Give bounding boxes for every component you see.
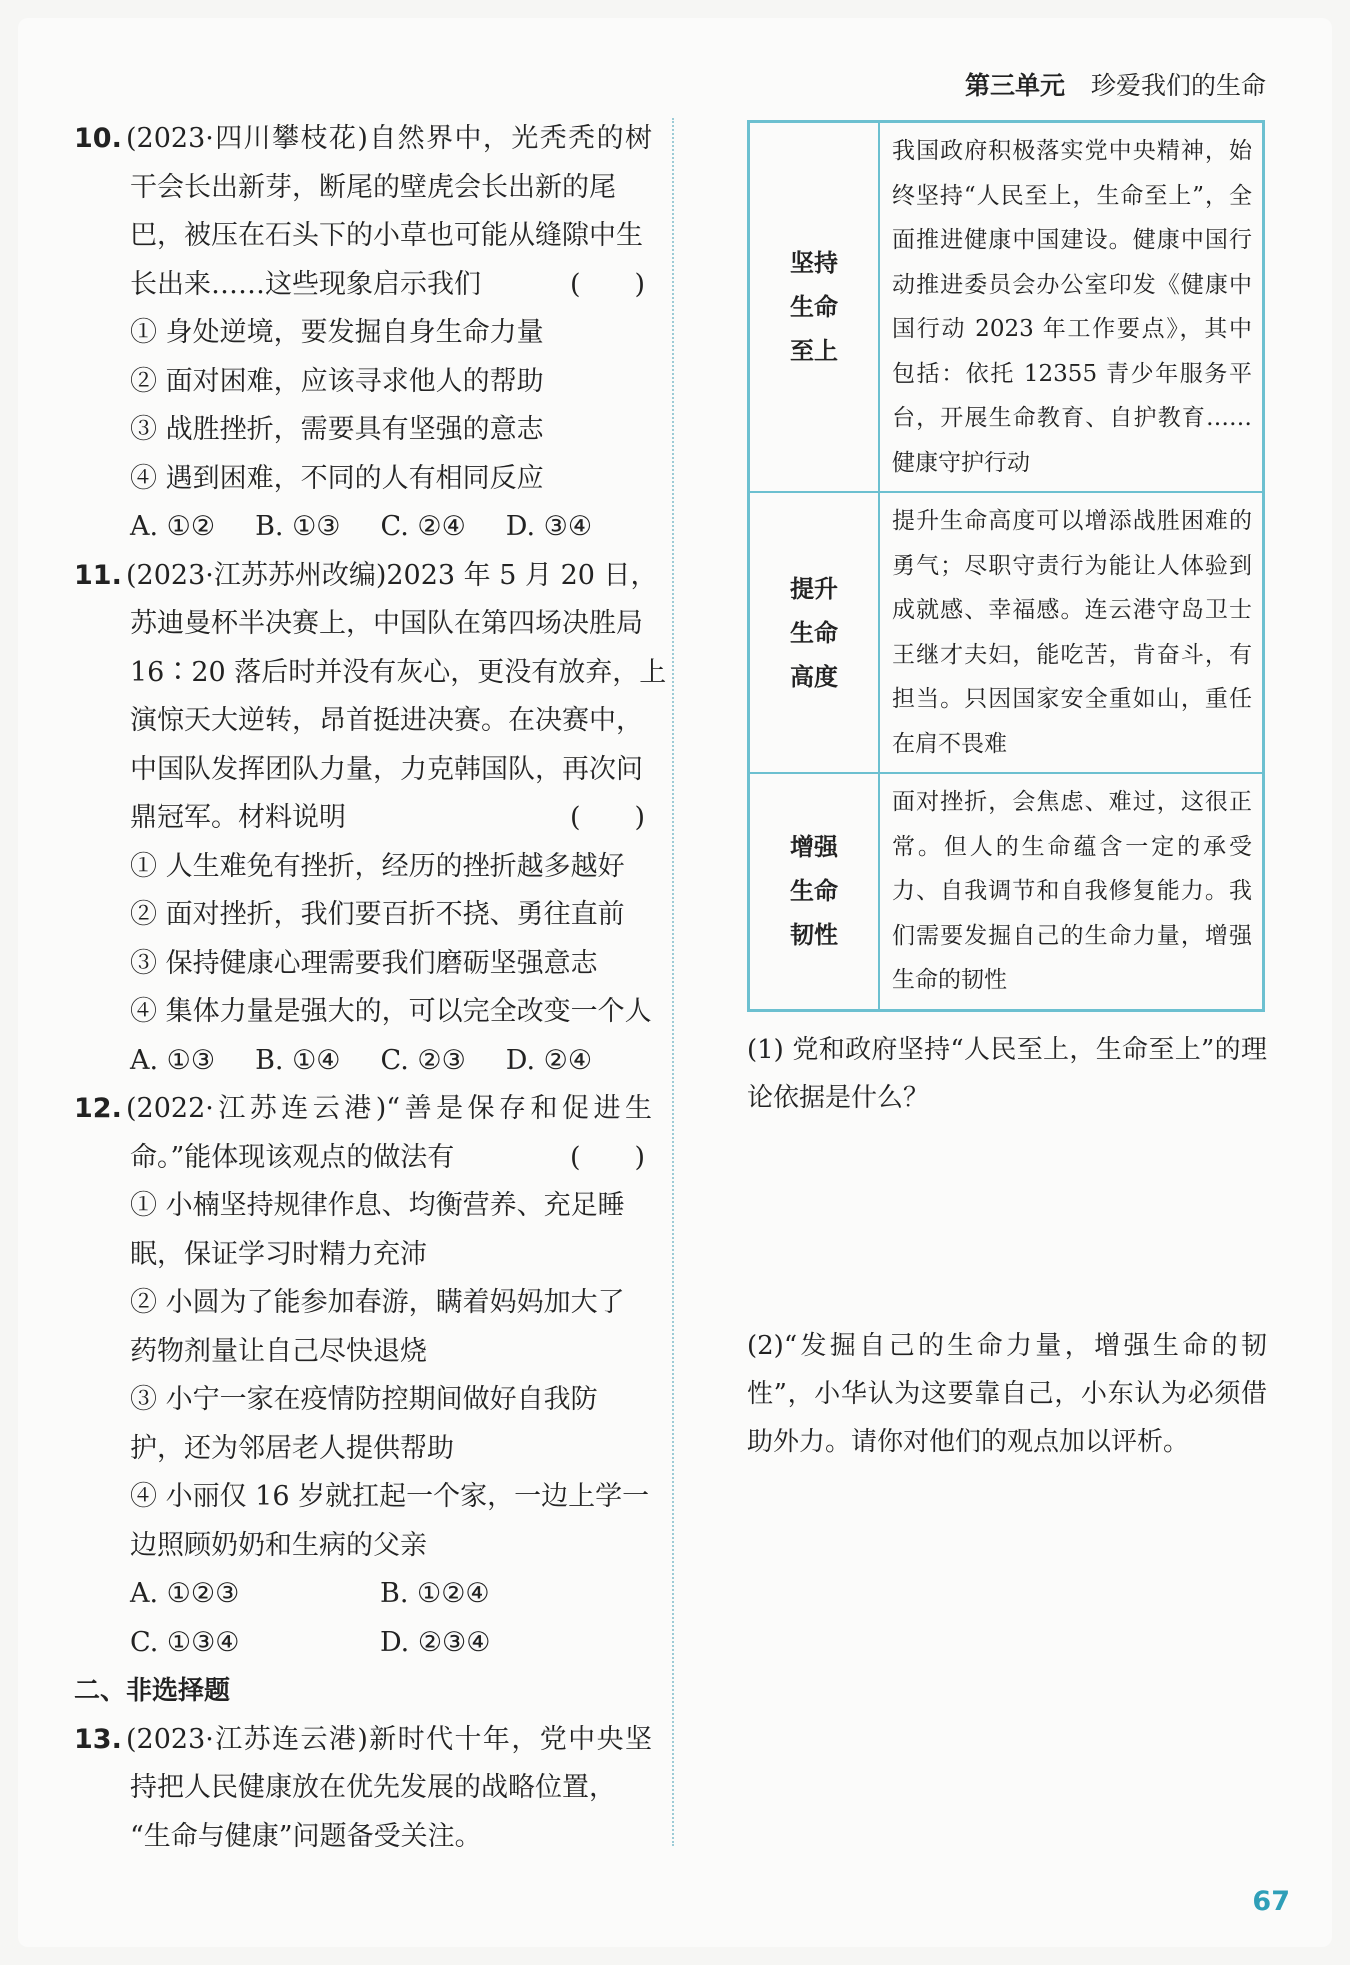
running-header: [965, 66, 1266, 102]
table-row: [749, 773, 1264, 1010]
statement-item: ① 人生难免有挫折，经历的挫折越多越好: [130, 850, 625, 882]
page-number: 67: [1252, 1886, 1290, 1917]
question-stem-end: 命。”能体现该观点的做法有: [130, 1141, 455, 1173]
question-text: (2023·四川攀枝花)自然界中，光秃秃的树: [126, 123, 652, 154]
question-number: 10.: [74, 123, 122, 154]
row-label-line: 增强: [790, 833, 838, 862]
question-line: 演惊天大逆转，昂首挺进决赛。在决赛中，: [130, 705, 643, 736]
option-d: D. ②④: [505, 1044, 593, 1076]
left-column: [74, 115, 667, 1861]
question-line: 中国队发挥团队力量，力克韩国队，再次问: [130, 753, 643, 785]
row-label-line: 生命: [790, 618, 838, 647]
question-text: (2022·江苏连云港)“善是保存和促进生: [126, 1093, 652, 1124]
statement-item: ③ 保持健康心理需要我们磨砺坚强意志: [130, 947, 598, 979]
row-label-line: 高度: [790, 662, 838, 691]
option-b: B. ①④: [255, 1044, 341, 1076]
question-line: “生命与健康”问题备受关注。: [130, 1820, 482, 1852]
row-text: 提升生命高度可以增添战胜困难的勇气；尽职守责行为能让人体验到成就感、幸福感。连云港守岛卫士王继才夫妇，能吃苦，肯奋斗，有担当。只因国家安全重如山，重任在肩不畏难: [879, 492, 1264, 773]
material-table: [747, 120, 1265, 1012]
row-label: [749, 122, 880, 493]
statement-item: ① 身处逆境，要发掘自身生命力量: [130, 317, 544, 348]
row-label: [749, 492, 880, 773]
sub-question-2: (2)“发掘自己的生命力量，增强生命的韧性”，小华认为这要靠自己，小东认为必须借助外力。请你对他们的观点加以评析。: [747, 1330, 1267, 1457]
unit-label: 第三单元: [964, 71, 1065, 100]
question-line: [74, 1716, 652, 1765]
question-number: 12.: [74, 1093, 122, 1124]
statement-item: ② 面对困难，应该寻求他人的帮助: [130, 365, 544, 397]
table-row: [749, 492, 1264, 773]
question-line: 巴，被压在石头下的小草也可能从缝隙中生: [130, 220, 643, 251]
question-line: [74, 115, 652, 164]
statement-item: ① 小楠坚持规律作息、均衡营养、充足睡: [130, 1190, 625, 1221]
question-13: [74, 1716, 652, 1862]
statement-item-cont: 眠，保证学习时精力充沛: [130, 1238, 427, 1270]
option-c: C. ①③④: [130, 1626, 240, 1658]
row-label-line: 坚持: [790, 249, 838, 277]
row-label-line: 生命: [790, 877, 838, 906]
right-column: [747, 120, 1267, 1466]
option-d: D. ②③④: [380, 1626, 491, 1658]
option-a: A. ①②: [130, 511, 216, 542]
question-11: [74, 552, 667, 1086]
answer-options: [74, 503, 652, 552]
question-text: (2023·江苏连云港)新时代十年，党中央坚: [126, 1723, 652, 1755]
question-line: [74, 794, 652, 843]
table-row: [749, 122, 1264, 493]
question-line: 16∶20 落后时并没有灰心，更没有放弃，上: [130, 656, 667, 688]
statement-item: ③ 战胜挫折，需要具有坚强的意志: [130, 414, 544, 445]
question-stem-end: 鼎冠军。材料说明: [130, 802, 346, 833]
question-line: [74, 1085, 652, 1134]
statement-item: ④ 集体力量是强大的，可以完全改变一个人: [130, 996, 652, 1027]
question-line: [74, 261, 652, 310]
statement-item-cont: 边照顾奶奶和生病的父亲: [130, 1529, 427, 1561]
option-c: C. ②④: [380, 511, 466, 542]
section-heading: 二、非选择题: [74, 1676, 231, 1706]
question-line: [74, 1134, 652, 1183]
statement-item: ③ 小宁一家在疫情防控期间做好自我防: [130, 1384, 598, 1415]
question-stem-end: 长出来……这些现象启示我们: [130, 268, 481, 300]
question-number: 11.: [74, 559, 122, 591]
option-c: C. ②③: [380, 1044, 466, 1076]
answer-options: [74, 1037, 652, 1086]
row-label-line: 生命: [790, 293, 838, 321]
option-b: B. ①③: [255, 511, 341, 542]
question-text: (2023·江苏苏州改编)2023 年 5 月 20 日，: [126, 559, 658, 591]
unit-title: 珍爱我们的生命: [1090, 71, 1266, 100]
statement-item-cont: 药物剂量让自己尽快退烧: [130, 1335, 427, 1367]
option-d: D. ③④: [505, 511, 593, 542]
row-text: 我国政府积极落实党中央精神，始终坚持“人民至上，生命至上”，全面推进健康中国建设。健康中国行动推进委员会办公室印发《健康中国行动 2023 年工作要点》，其中包括：依托 12355 青少年服务平台，开展生命教育、自护教育……健康守护行动: [879, 122, 1264, 493]
sub-question-1: (1) 党和政府坚持“人民至上，生命至上”的理论依据是什么？: [747, 1034, 1267, 1113]
option-a: A. ①②③: [130, 1578, 240, 1609]
question-number: 13.: [74, 1723, 122, 1755]
row-label-line: 至上: [790, 337, 838, 365]
answer-bracket: ( ): [570, 268, 646, 300]
statement-item-cont: 护，还为邻居老人提供帮助: [130, 1432, 454, 1464]
column-divider: [672, 118, 674, 1846]
option-a: A. ①③: [130, 1044, 216, 1076]
question-10: [74, 115, 652, 552]
question-line: [74, 552, 658, 601]
statement-item: ④ 遇到困难，不同的人有相同反应: [130, 462, 544, 494]
row-label-line: 提升: [790, 574, 838, 603]
question-line: 持把人民健康放在优先发展的战略位置，: [130, 1772, 616, 1803]
question-12: [74, 1085, 652, 1667]
answer-bracket: ( ): [570, 802, 646, 833]
answer-options: [74, 1570, 652, 1667]
statement-item: ② 小圆为了能参加春游，瞒着妈妈加大了: [130, 1287, 625, 1318]
row-text: 面对挫折，会焦虑、难过，这很正常。但人的生命蕴含一定的承受力、自我调节和自我修复能力。我们需要发掘自己的生命力量，增强生命的韧性: [879, 773, 1264, 1010]
row-label: [749, 773, 880, 1010]
option-b: B. ①②④: [380, 1578, 490, 1609]
statement-item: ④ 小丽仅 16 岁就扛起一个家，一边上学一: [130, 1481, 650, 1512]
question-line: 干会长出新芽，断尾的壁虎会长出新的尾: [130, 171, 616, 203]
question-line: 苏迪曼杯半决赛上，中国队在第四场决胜局: [130, 608, 643, 639]
statement-item: ② 面对挫折，我们要百折不挠、勇往直前: [130, 899, 625, 930]
answer-bracket: ( ): [570, 1141, 646, 1173]
row-label-line: 韧性: [790, 921, 838, 950]
